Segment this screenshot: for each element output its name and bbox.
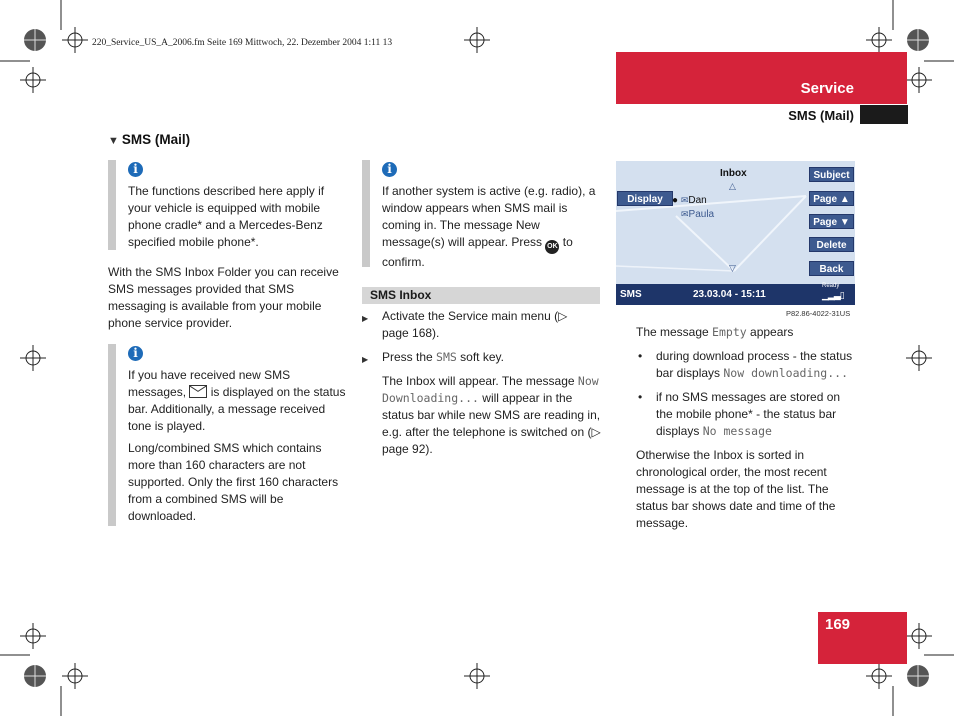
status-ready: Ready [822, 283, 840, 289]
instruction-steps [362, 308, 602, 458]
info-note-1 [108, 160, 348, 250]
inbox-entry[interactable]: ● ✉Dan [672, 195, 707, 206]
page-up-soft-key[interactable]: Page ▲ [809, 191, 854, 206]
message-icon: ✉ [681, 209, 689, 219]
status-mode: SMS [620, 289, 642, 300]
delete-soft-key[interactable]: Delete [809, 237, 854, 252]
subsection-title: SMS (Mail) [788, 108, 854, 123]
scroll-up-icon: △ [729, 181, 736, 191]
inbox-entry[interactable]: ✉Paula [681, 209, 715, 220]
subsection-bar: SMS Inbox [362, 287, 600, 304]
note-text: If you have received new SMS messages, is displayed on the status bar. Additionally, a message received tone is played. [128, 368, 346, 433]
selected-dot-icon: ● [672, 195, 679, 206]
step-2: ▶ Press the SMS soft key. [362, 349, 602, 366]
thumb-index-tab [860, 105, 908, 124]
note-text: If another system is active (e.g. radio), a window appears when SMS mail is coming in. The message New message(s) will appear. Press OK to confirm. [382, 184, 596, 269]
intro-paragraph: With the SMS Inbox Folder you can receive SMS messages provided that SMS messaging is available from your mobile phone service provider. [108, 265, 339, 330]
info-note-2 [108, 344, 348, 526]
page-number: 169 [818, 612, 907, 664]
display-soft-key[interactable]: Display [617, 191, 673, 206]
ok-button-icon: OK [545, 240, 559, 254]
section-title: Service [800, 80, 854, 97]
step-result: The Inbox will appear. The message Now Downloading... will appear in the status bar while new SMS are reading in, e.g. after the telephone is switched on (▷ page 92). [382, 374, 601, 456]
subject-soft-key[interactable]: Subject [809, 167, 854, 182]
page-heading: ▼ SMS (Mail) [108, 132, 191, 147]
inbox-display-screen [616, 161, 855, 305]
envelope-icon [189, 385, 207, 398]
info-note-3 [362, 160, 600, 267]
note-text: The functions described here apply if your vehicle is equipped with mobile phone cradle* and a Mercedes-Benz specified mobile phone*. [128, 184, 325, 249]
figure-caption: P82.86-4022-31US [786, 309, 851, 318]
message-empty-intro: The message Empty appears [636, 325, 794, 339]
right-column-text [636, 324, 854, 532]
status-bar [616, 284, 855, 305]
scroll-down-icon: ▽ [729, 263, 736, 273]
info-icon: i [128, 162, 143, 177]
status-datetime: 23.03.04 - 15:11 [693, 289, 766, 300]
step-1: ▶ Activate the Service main menu (▷ page 168). [362, 308, 582, 342]
message-icon: ✉ [680, 195, 689, 205]
note-text: Long/combined SMS which contains more than 160 characters are not supported. Only the first 160 characters from a combined SMS will be downloaded. [128, 441, 339, 523]
bullet-2: • if no SMS messages are stored on the mobile phone* - the status bar displays No message [636, 389, 854, 440]
print-file-info: 220_Service_US_A_2006.fm Seite 169 Mittwoch, 22. Dezember 2004 1:11 13 [92, 38, 393, 48]
screen-title: Inbox [720, 168, 747, 179]
signal-strength-icon: ▁▂▃▯ [822, 290, 844, 300]
closing-paragraph: Otherwise the Inbox is sorted in chronological order, the most recent message is at the top of the list. The status bar shows date and time of the message. [636, 448, 836, 530]
page-down-soft-key[interactable]: Page ▼ [809, 214, 854, 229]
back-soft-key[interactable]: Back [809, 261, 854, 276]
info-icon: i [382, 162, 397, 177]
info-icon: i [128, 346, 143, 361]
triangle-down-icon: ▼ [108, 135, 119, 147]
bullet-1: • during download process - the status bar displays Now downloading... [636, 348, 854, 382]
